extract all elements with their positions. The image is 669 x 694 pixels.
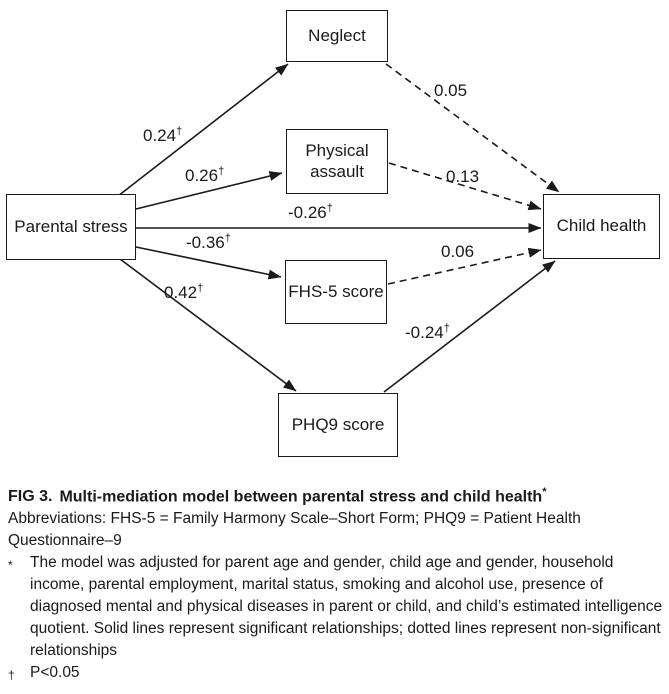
coef-value: 0.24 — [143, 126, 177, 145]
node-child-health — [543, 194, 660, 259]
coef-value: 0.13 — [446, 167, 480, 186]
sig-dagger: † — [443, 322, 450, 335]
edge-label-ps-neglect — [143, 126, 182, 146]
coef-value: -0.24 — [405, 323, 444, 342]
node-phq9-score — [278, 393, 398, 457]
sig-dagger: † — [218, 165, 225, 178]
coef-value: 0.06 — [441, 242, 475, 261]
figure-title-text: Multi-mediation model between parental stress and child health — [59, 488, 543, 506]
node-phq9-score-label: PHQ9 score — [291, 414, 385, 434]
sig-dagger: † — [197, 282, 204, 295]
footnote-dagger — [8, 662, 665, 686]
edge-label-ps-phq9 — [164, 283, 203, 303]
footnote-asterisk — [8, 552, 665, 662]
edge-label-neglect-child-health — [434, 81, 467, 101]
footnote-dagger-text: P<0.05 — [30, 664, 80, 682]
sig-dagger: † — [224, 232, 231, 245]
edge-label-physical-assault-child-health — [446, 167, 479, 187]
node-physical-assault-label: Physical assault — [305, 141, 369, 181]
footnote-asterisk-marker: * — [8, 558, 13, 573]
coef-value: -0.36 — [186, 233, 225, 252]
node-neglect — [286, 10, 388, 62]
edge-label-ps-physical-assault — [185, 166, 224, 186]
edge-label-phq9-child-health — [405, 323, 450, 343]
edge-label-fhs5-child-health — [441, 242, 474, 262]
edge-label-ps-fhs5 — [186, 233, 231, 253]
edge-parental-stress-phq9 — [120, 259, 296, 391]
edge-label-ps-child-health — [288, 203, 333, 223]
node-fhs5-score — [285, 260, 387, 324]
sig-dagger: † — [326, 202, 333, 215]
node-child-health-label: Child health — [556, 216, 647, 236]
footnote-asterisk-text: The model was adjusted for parent age and gender, child age and gender, household income, parental employment, marital status, smoking and alcohol use, presence of diagnosed mental and physical diseases in parent or child, and child’s estimated intelligence quotient. Solid lines represent significant relationships; dotted lines represent non-significant relationships — [30, 554, 663, 660]
abbreviations-line: Abbreviations: FHS-5 = Family Harmony Scale–Short Form; PHQ9 = Patient Health Questionnaire–9 — [8, 510, 581, 550]
node-parental-stress — [6, 194, 136, 260]
figure-title-marker: * — [542, 486, 547, 498]
node-physical-assault — [286, 129, 388, 194]
node-parental-stress-label: Parental stress — [14, 216, 128, 236]
coef-value: 0.05 — [434, 81, 468, 100]
figure-title — [8, 481, 665, 508]
node-neglect-label: Neglect — [308, 25, 366, 45]
figure-caption — [8, 481, 665, 686]
sig-dagger: † — [176, 125, 183, 138]
figure-number: FIG 3. — [8, 488, 53, 506]
footnote-dagger-marker: † — [8, 668, 15, 683]
coef-value: -0.26 — [288, 203, 327, 222]
coef-value: 0.26 — [185, 166, 219, 185]
coef-value: 0.42 — [164, 283, 198, 302]
node-fhs5-score-label: FHS-5 score — [288, 281, 384, 301]
